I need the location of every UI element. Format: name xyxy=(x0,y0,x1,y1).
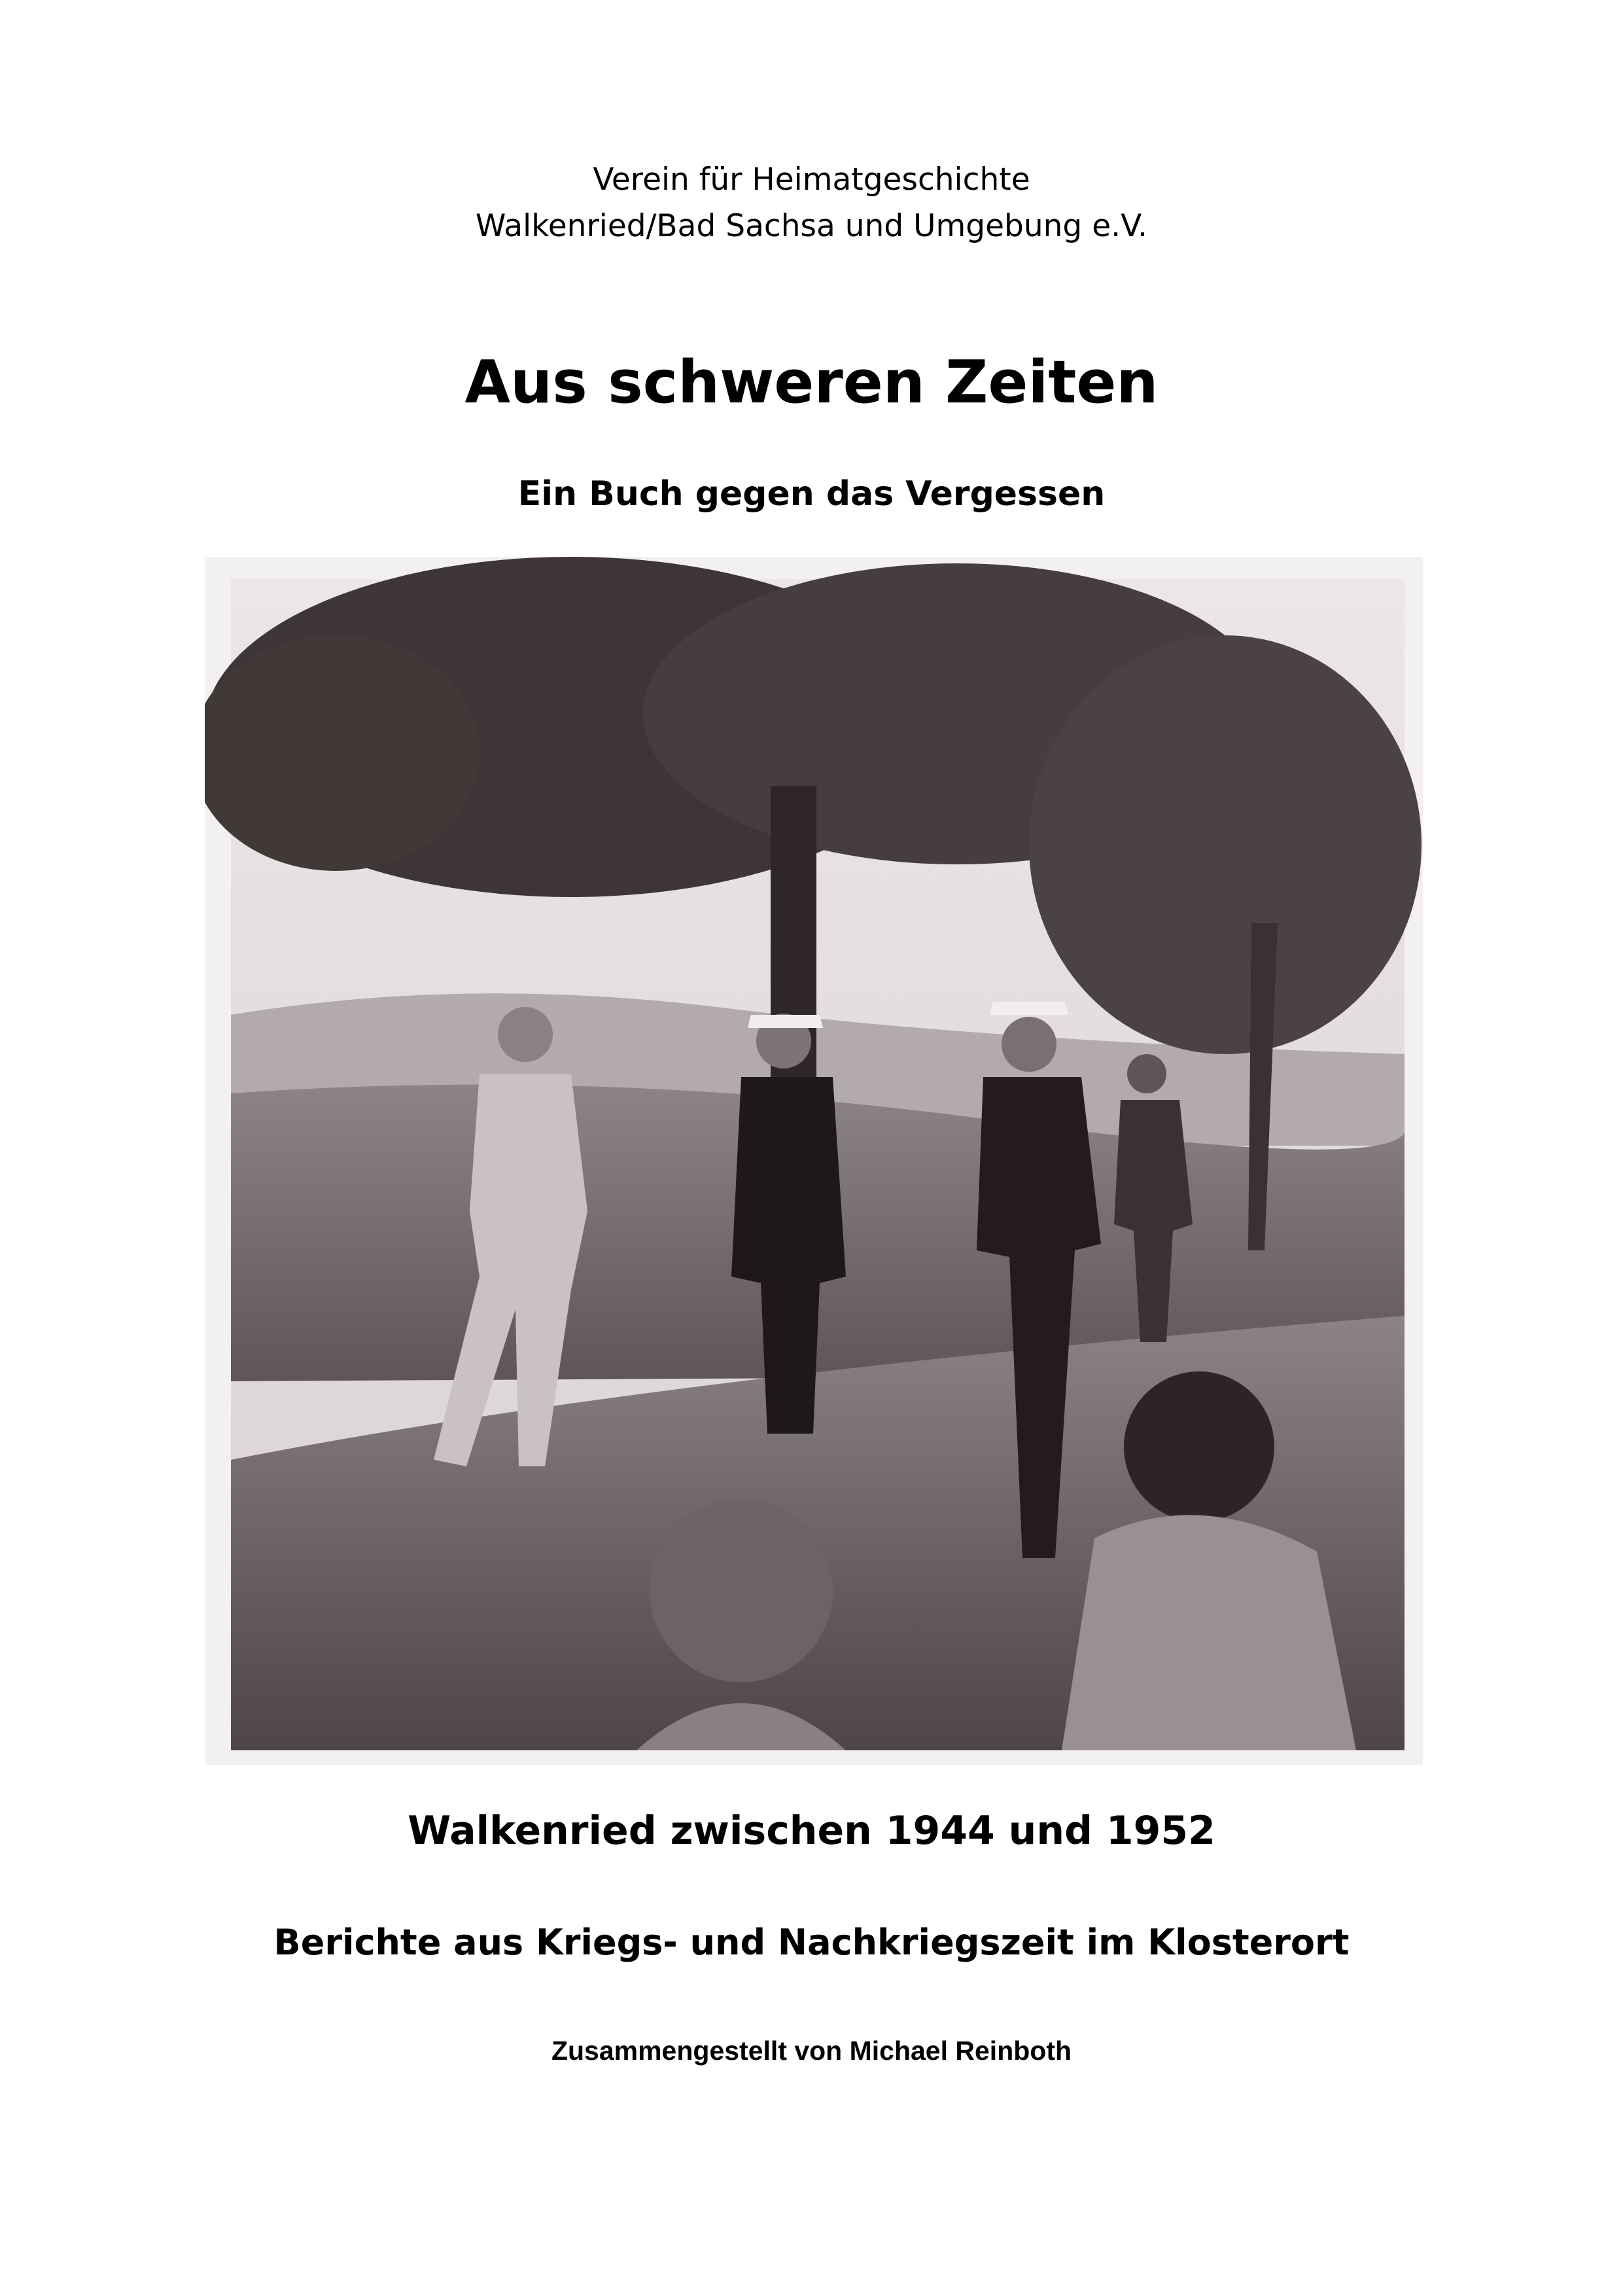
caption-description: Berichte aus Kriegs- und Nachkriegszeit im Klosterort xyxy=(273,1922,1350,1963)
caption-period: Walkenried zwischen 1944 und 1952 xyxy=(408,1808,1215,1854)
book-title: Aus schweren Zeiten xyxy=(464,348,1159,417)
historical-photo-icon xyxy=(205,557,1423,1765)
compiler-credit: Zusammengestellt von Michael Reinboth xyxy=(551,2036,1072,2066)
organization-name-line-2: Walkenried/Bad Sachsa und Umgebung e.V. xyxy=(475,208,1148,244)
book-subtitle: Ein Buch gegen das Vergessen xyxy=(517,474,1106,514)
historical-photo xyxy=(205,557,1423,1765)
organization-name-line-1: Verein für Heimatgeschichte xyxy=(593,162,1030,198)
